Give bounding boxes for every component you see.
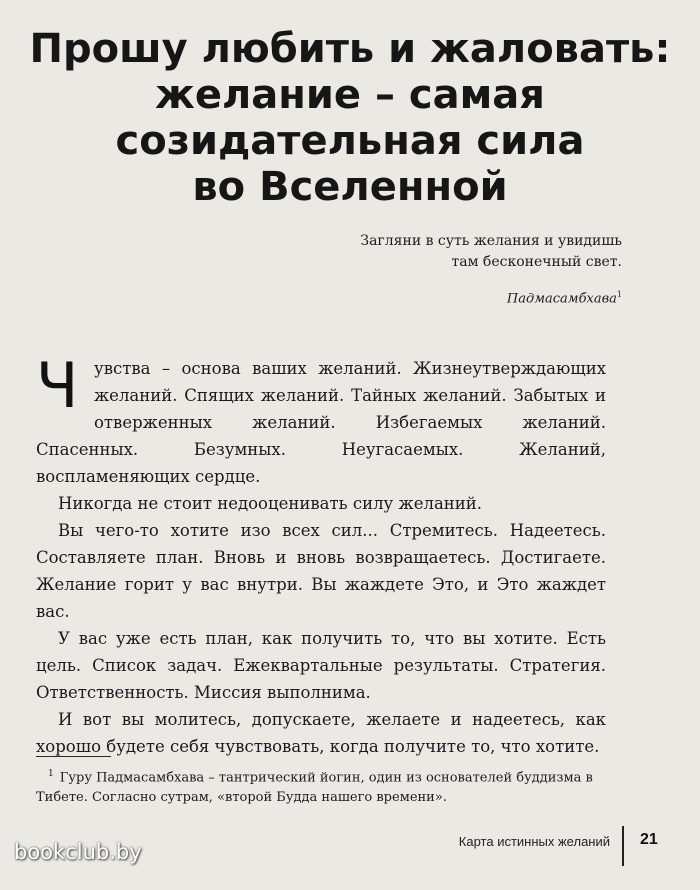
paragraph-text: увства – основа ваших желаний. Жизнеутверждающих желаний. Спящих желаний. Тайных желаний. Забытых и отверженных желаний. Избегаемых желаний. Спасенных. Безумных. Неугасаемых. Желаний, воспламеняющих сердце.	[36, 359, 606, 486]
paragraph: Вы чего-то хотите изо всех сил... Стремитесь. Надеетесь. Составляете план. Вновь и вновь возвращаетесь. Достигаете. Желание горит у вас внутри. Вы жаждете Это, и Это жаждет вас.	[36, 521, 606, 621]
drop-cap: Ч	[36, 349, 79, 422]
chapter-title-line: созидательная сила	[115, 118, 585, 164]
footnote	[36, 764, 606, 808]
epigraph-author-name: Падмасамбхава	[506, 291, 617, 307]
paragraph: И вот вы молитесь, допускаете, желаете и надеетесь, как хорошо будете себя чувствовать, когда получите то, что хотите.	[36, 710, 606, 756]
running-footer-title: Карта истинных желаний	[458, 834, 610, 849]
chapter-title-line: желание – самая	[155, 72, 545, 118]
page-number: 21	[640, 831, 658, 848]
footnote-text: Гуру Падмасамбхава – тантрический йогин, один из основателей буддизма в Тибете. Согласно сутрам, «второй Будда нашего времени».	[36, 770, 593, 806]
footnote-number: 1	[48, 769, 54, 779]
paragraph: У вас уже есть план, как получить то, что вы хотите. Есть цель. Список задач. Ежеквартальные результаты. Стратегия. Ответственность. Миссия выполнима.	[36, 629, 606, 702]
footnote-reference: 1	[616, 290, 622, 299]
epigraph-author	[192, 284, 622, 309]
paragraph	[36, 349, 606, 490]
epigraph-line: Загляни в суть желания и увидишь	[360, 233, 622, 249]
footer-divider	[622, 826, 624, 866]
body-text	[36, 349, 606, 760]
paragraph: Никогда не стоит недооценивать силу желаний.	[58, 494, 483, 513]
chapter-title	[0, 26, 700, 210]
footnote-divider	[36, 756, 111, 757]
chapter-title-line: Прошу любить и жаловать:	[29, 26, 671, 72]
epigraph	[192, 231, 622, 309]
watermark: bookclub.by	[14, 840, 142, 864]
chapter-title-line: во Вселенной	[192, 164, 508, 210]
epigraph-line: там бесконечный свет.	[451, 254, 622, 270]
